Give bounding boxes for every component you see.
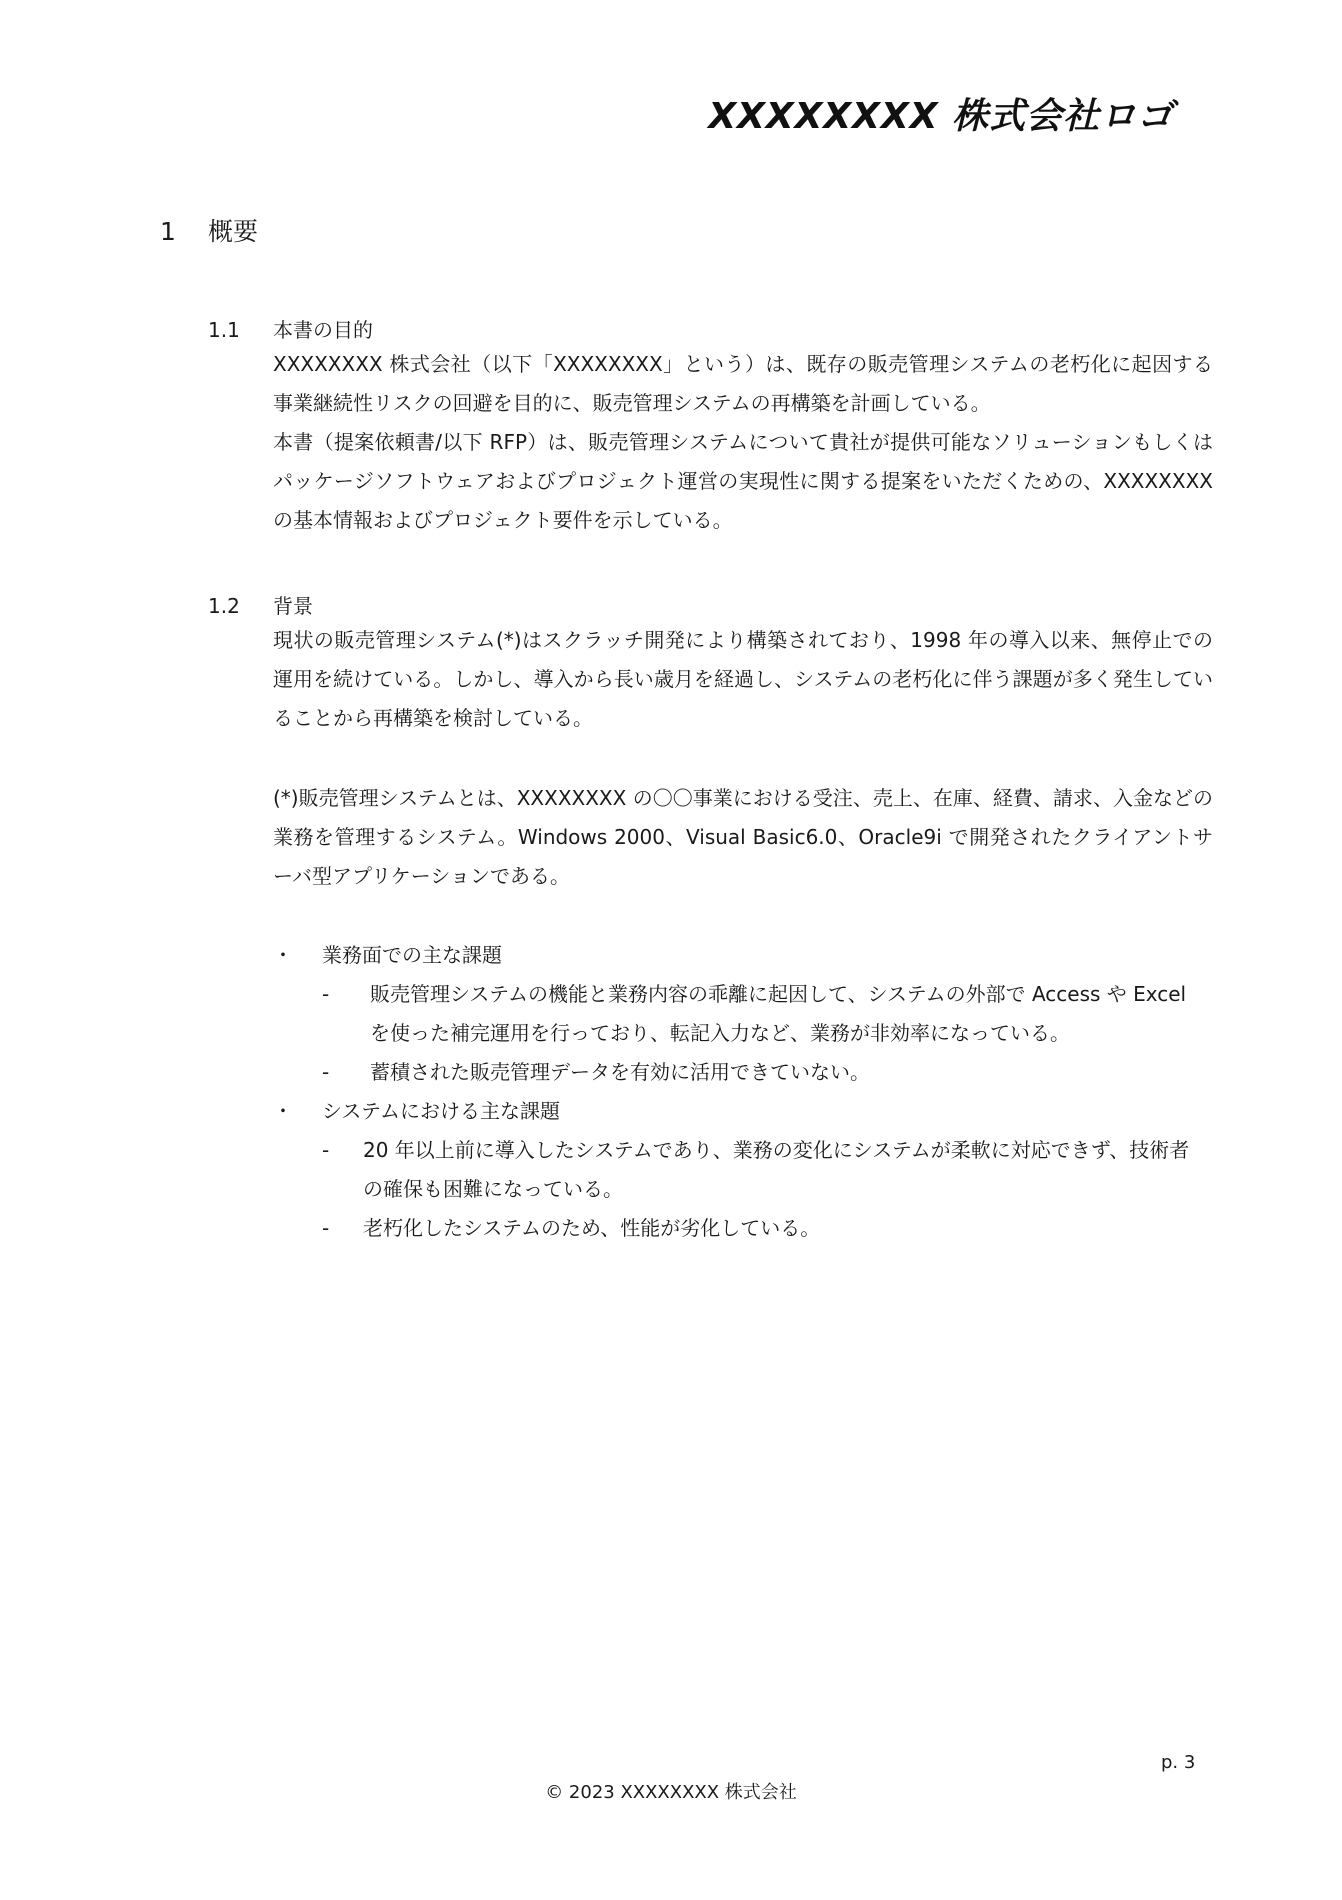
section-title: 背景 (273, 594, 313, 618)
bullet-title: 業務面での主な課題 (322, 943, 502, 967)
bullet-mark: ・ (273, 1099, 293, 1123)
list-item-text: 老朽化したシステムのため、性能が劣化している。 (363, 1216, 821, 1240)
section-number: 1.2 (208, 594, 240, 618)
paragraph: XXXXXXXX 株式会社（以下「XXXXXXXX」という）は、既存の販売管理システムの老朽化に起因する事業継続性リスクの回避を目的に、販売管理システムの再構築を計画している。 (273, 352, 1213, 415)
paragraph: 現状の販売管理システム(*)はスクラッチ開発により構築されており、1998 年の導入以来、無停止での運用を続けている。しかし、導入から長い歳月を経過し、システムの老朽化に伴う課題が多く発生していることから再構築を検討している。 (273, 628, 1213, 730)
section-number: 1.1 (208, 318, 240, 342)
bullet-mark: ・ (273, 943, 293, 967)
company-logo: XXXXXXXX 株式会社ロゴ (708, 96, 1174, 137)
list-item (322, 1053, 1204, 1092)
dash-mark: - (322, 1138, 330, 1162)
list-item (322, 975, 1204, 1053)
section-title: 概要 (208, 217, 259, 246)
section-1-1-heading (208, 314, 373, 343)
section-1-heading (160, 212, 258, 248)
paragraph: (*)販売管理システムとは、XXXXXXXX の〇〇事業における受注、売上、在庫、経費、請求、入金などの業務を管理するシステム。Windows 2000、Visual Basic6.0、Oracle9i で開発されたクライアントサーバ型アプリケーションである。 (273, 786, 1213, 888)
section-1-1-body (273, 345, 1213, 540)
page-number: p. 3 (1161, 1752, 1196, 1773)
dash-mark: - (322, 1060, 330, 1084)
dash-mark: - (322, 982, 330, 1006)
bullet-title: システムにおける主な課題 (322, 1099, 560, 1123)
dash-mark: - (322, 1216, 330, 1240)
list-item-text: 蓄積された販売管理データを有効に活用できていない。 (370, 1060, 870, 1084)
footnote-paragraph (273, 779, 1213, 896)
list-item (322, 1209, 1204, 1248)
section-1-2-heading (208, 590, 313, 619)
bullet-business-issues (273, 936, 502, 975)
list-item-text: 20 年以上前に導入したシステムであり、業務の変化にシステムが柔軟に対応できず、技術者の確保も困難になっている。 (363, 1138, 1190, 1201)
list-item (322, 1131, 1204, 1209)
section-number: 1 (160, 217, 176, 246)
section-1-2-body (273, 621, 1213, 738)
paragraph: 本書（提案依頼書/以下 RFP）は、販売管理システムについて貴社が提供可能なソリューションもしくはパッケージソフトウェアおよびプロジェクト運営の実現性に関する提案をいただくための、XXXXXXXX の基本情報およびプロジェクト要件を示している。 (273, 430, 1213, 532)
list-item-text: 販売管理システムの機能と業務内容の乖離に起因して、システムの外部で Access や Excel を使った補完運用を行っており、転記入力など、業務が非効率になっている。 (370, 982, 1187, 1045)
bullet-system-issues (273, 1092, 560, 1131)
section-title: 本書の目的 (273, 318, 373, 342)
copyright-footer: © 2023 XXXXXXXX 株式会社 (545, 1782, 797, 1803)
